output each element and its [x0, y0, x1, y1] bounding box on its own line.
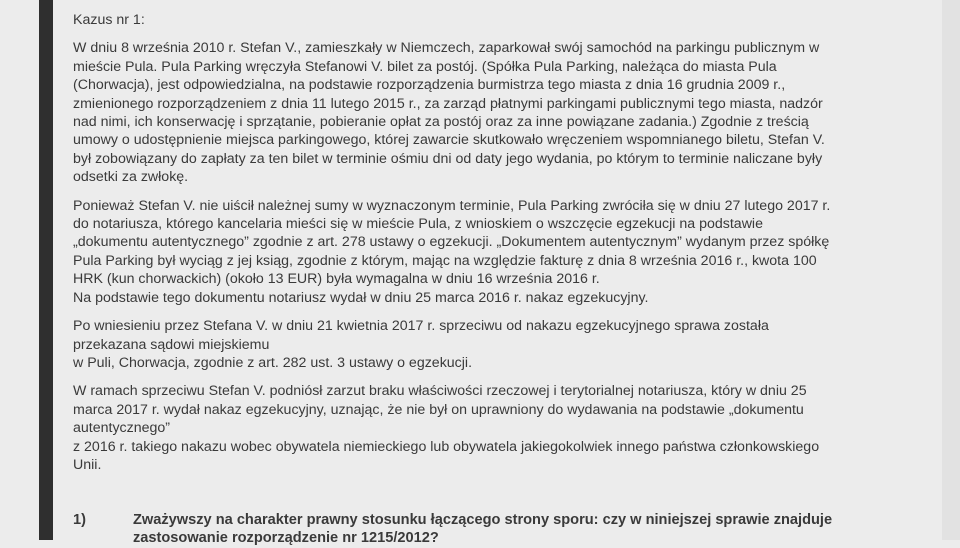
text-line: Ponieważ Stefan V. nie uiścił należnej sumy w wyznaczonym terminie, Pula Parking zwróciła się w dniu 27 lutego 2017 r.: [73, 197, 831, 214]
text-line: był zobowiązany do zapłaty za ten bilet w terminie ośmiu dni od daty jego wydania, po którym to terminie naliczane były: [73, 150, 823, 167]
text-line: „dokumentu autentycznego” zgodnie z art. 278 ustawy o egzekucji. „Dokumentem autentycznym” wydanym przez spółkę: [73, 234, 830, 251]
text-line: w Puli, Chorwacja, zgodnie z art. 282 ust. 3 ustawy o egzekucji.: [73, 354, 473, 371]
paragraph-3: [73, 317, 935, 372]
question-line: zastosowanie rozporządzenie nr 1215/2012?: [133, 530, 439, 547]
text-line: nad nimi, ich konserwację i sprzątanie, pobieranie opłat za postój oraz za inne powiązane zadania.) Zgodnie z treścią: [73, 114, 809, 131]
text-line: (Chorwacja), jest odpowiedzialna, na podstawie rozporządzenia burmistrza tego miasta z dnia 16 grudnia 2009 r.,: [73, 77, 786, 94]
text-line: autentycznego”: [73, 420, 171, 437]
text-line: do notariusza, którego kancelaria mieści się w mieście Pula, z wnioskiem o wszczęcie egzekucji na podstawie: [73, 216, 763, 233]
text-line: odsetki za zwłokę.: [73, 169, 189, 186]
case-text: [73, 11, 935, 484]
text-line: Po wniesieniu przez Stefana V. w dniu 21 kwietnia 2017 r. sprzeciwu od nakazu egzekucyjnego sprawa została: [73, 318, 769, 335]
text-line: przekazana sądowi miejskiemu: [73, 336, 270, 353]
text-line: z 2016 r. takiego nakazu wobec obywatela niemieckiego lub obywatela jakiegokolwiek innego państwa członkowskiego: [73, 438, 820, 455]
question-text: [133, 511, 933, 548]
text-line: W dniu 8 września 2010 r. Stefan V., zamieszkały w Niemczech, zaparkował swój samochód na parkingu publicznym w: [73, 40, 820, 57]
question-line: Zważywszy na charakter prawny stosunku łączącego strony sporu: czy w niniejszej sprawie znajduje: [133, 512, 833, 528]
text-line: Unii.: [73, 456, 102, 473]
text-line: W ramach sprzeciwu Stefan V. podniósł zarzut braku właściwości rzeczowej i terytorialnej notariusza, który w dniu 25: [73, 383, 807, 400]
text-line: umowy o udostępnienie miejsca parkingowego, której zawarcie skutkowało wręczeniem wspomnianego biletu, Stefan V.: [73, 132, 825, 149]
paragraph-4: [73, 382, 935, 474]
paragraph-1: [73, 39, 935, 186]
text-line: Pula Parking był wyciąg z jej ksiąg, zgodnie z którym, mając na względzie fakturę z dnia 8 września 2016 r., kwota 100: [73, 252, 817, 269]
question-number: 1): [73, 512, 86, 528]
text-line: zmienionego rozporządzeniem z dnia 11 lutego 2015 r., za zarząd płatnymi parkingami publicznymi tego miasta, nadzór: [73, 95, 823, 112]
right-edge-strip: [942, 0, 960, 540]
left-accent-bar: [39, 0, 53, 540]
text-line: Na podstawie tego dokumentu notariusz wydał w dniu 25 marca 2016 r. nakaz egzekucyjny.: [73, 289, 649, 306]
text-line: HRK (kun chorwackich) (około 13 EUR) była wymagalna w dniu 16 września 2016 r.: [73, 271, 600, 288]
text-line: marca 2017 r. wydał nakaz egzekucyjny, uznając, że nie był on uprawniony do wydawania na podstawie „dokumentu: [73, 401, 804, 418]
case-heading: Kazus nr 1:: [73, 12, 145, 28]
paragraph-2: [73, 197, 935, 307]
text-line: mieście Pula. Pula Parking wręczyła Stefanowi V. bilet za postój. (Spółka Pula Parking, należąca do miasta Pula: [73, 58, 777, 75]
